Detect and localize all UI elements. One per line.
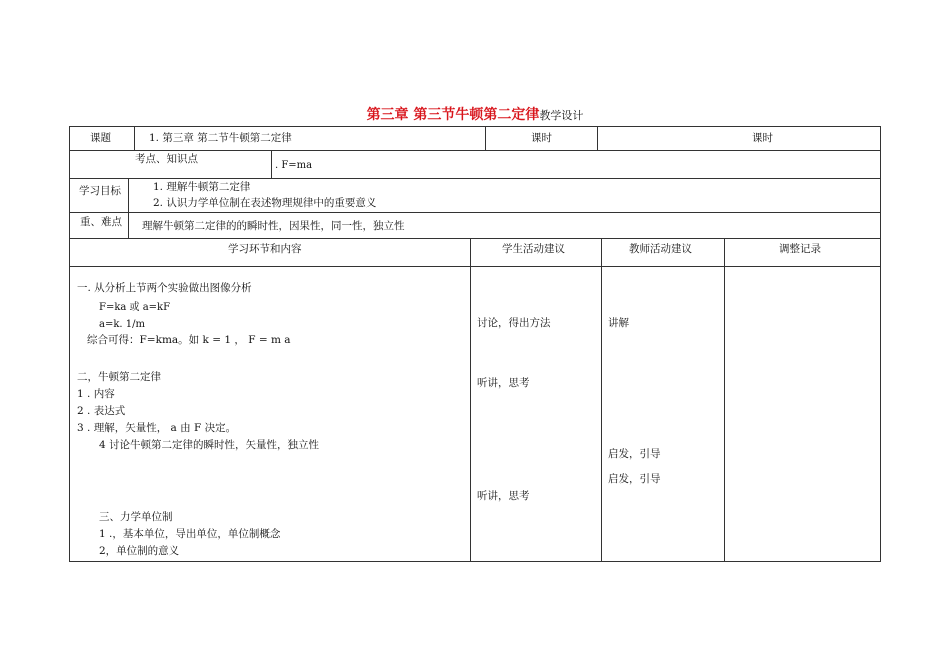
table-line [69, 126, 881, 127]
teacher-activity-3: 启发，引导 [608, 473, 661, 485]
table-line [128, 178, 129, 212]
table-line [880, 126, 881, 562]
title-suffix: 教学设计 [539, 109, 584, 122]
table-line [69, 212, 881, 213]
sec2-item2: 2 . 表达式 [77, 405, 126, 417]
table-line [470, 238, 471, 562]
lesson-plan-table [69, 126, 881, 562]
teacher-activity-2: 启发，引导 [608, 448, 661, 460]
goal-label: 学习目标 [79, 185, 121, 197]
table-line [601, 238, 602, 562]
period-value: 课时 [752, 132, 773, 144]
keypoint-label: 重、难点 [80, 216, 122, 228]
period-label: 课时 [531, 132, 552, 144]
sec3-title: 三、力学单位制 [99, 511, 173, 523]
topic-label: 课题 [90, 132, 111, 144]
keypoint-value: 理解牛顿第二定律的的瞬时性，因果性，同一性，独立性 [142, 220, 405, 232]
table-line [134, 126, 135, 150]
sec2-item4: 4 讨论牛顿第二定律的瞬时性，矢量性，独立性 [99, 439, 320, 451]
sec1-line1: F=ka 或 a=kF [99, 302, 171, 313]
table-line [69, 561, 881, 562]
table-line [271, 150, 272, 178]
table-line [69, 178, 881, 179]
sec2-item1: 1 . 内容 [77, 388, 115, 400]
sec2-title: 二，牛顿第二定律 [77, 371, 161, 383]
table-line [485, 126, 486, 150]
table-line [724, 238, 725, 562]
knowledge-label: 考点、知识点 [135, 153, 198, 165]
sec1-line3: 综合可得：F=kma。如 k = 1 ， F = m a [87, 334, 291, 346]
knowledge-value: . F=ma [275, 160, 313, 171]
teacher-activity-1: 讲解 [608, 317, 629, 329]
table-line [69, 126, 70, 562]
table-line [69, 150, 881, 151]
sec1-line2: a=k. 1/m [99, 319, 145, 330]
goal-item-2: 2. 认识力学单位制在表述物理规律中的重要意义 [153, 197, 377, 209]
header-student: 学生活动建议 [502, 243, 565, 255]
title-main: 第三章 第三节牛顿第二定律 [366, 107, 540, 123]
goal-item-1: 1. 理解牛顿第二定律 [153, 181, 251, 193]
table-line [69, 266, 881, 267]
student-activity-3: 听讲，思考 [477, 490, 530, 502]
sec2-item3: 3 . 理解，矢量性， a 由 F 决定。 [77, 422, 237, 434]
table-line [69, 238, 881, 239]
student-activity-1: 讨论，得出方法 [477, 317, 551, 329]
topic-value: 1. 第三章 第二节牛顿第二定律 [149, 132, 292, 144]
table-line [597, 126, 598, 150]
document-title [0, 107, 950, 124]
header-record: 调整记录 [779, 243, 821, 255]
student-activity-2: 听讲，思考 [477, 377, 530, 389]
sec1-title: 一. 从分析上节两个实验做出图像分析 [77, 282, 252, 294]
header-teacher: 教师活动建议 [629, 243, 692, 255]
sec3-item1: 1 .，基本单位，导出单位，单位制概念 [99, 528, 281, 540]
header-content: 学习环节和内容 [228, 243, 302, 255]
table-line [128, 212, 129, 238]
sec3-item2: 2，单位制的意义 [99, 545, 180, 557]
